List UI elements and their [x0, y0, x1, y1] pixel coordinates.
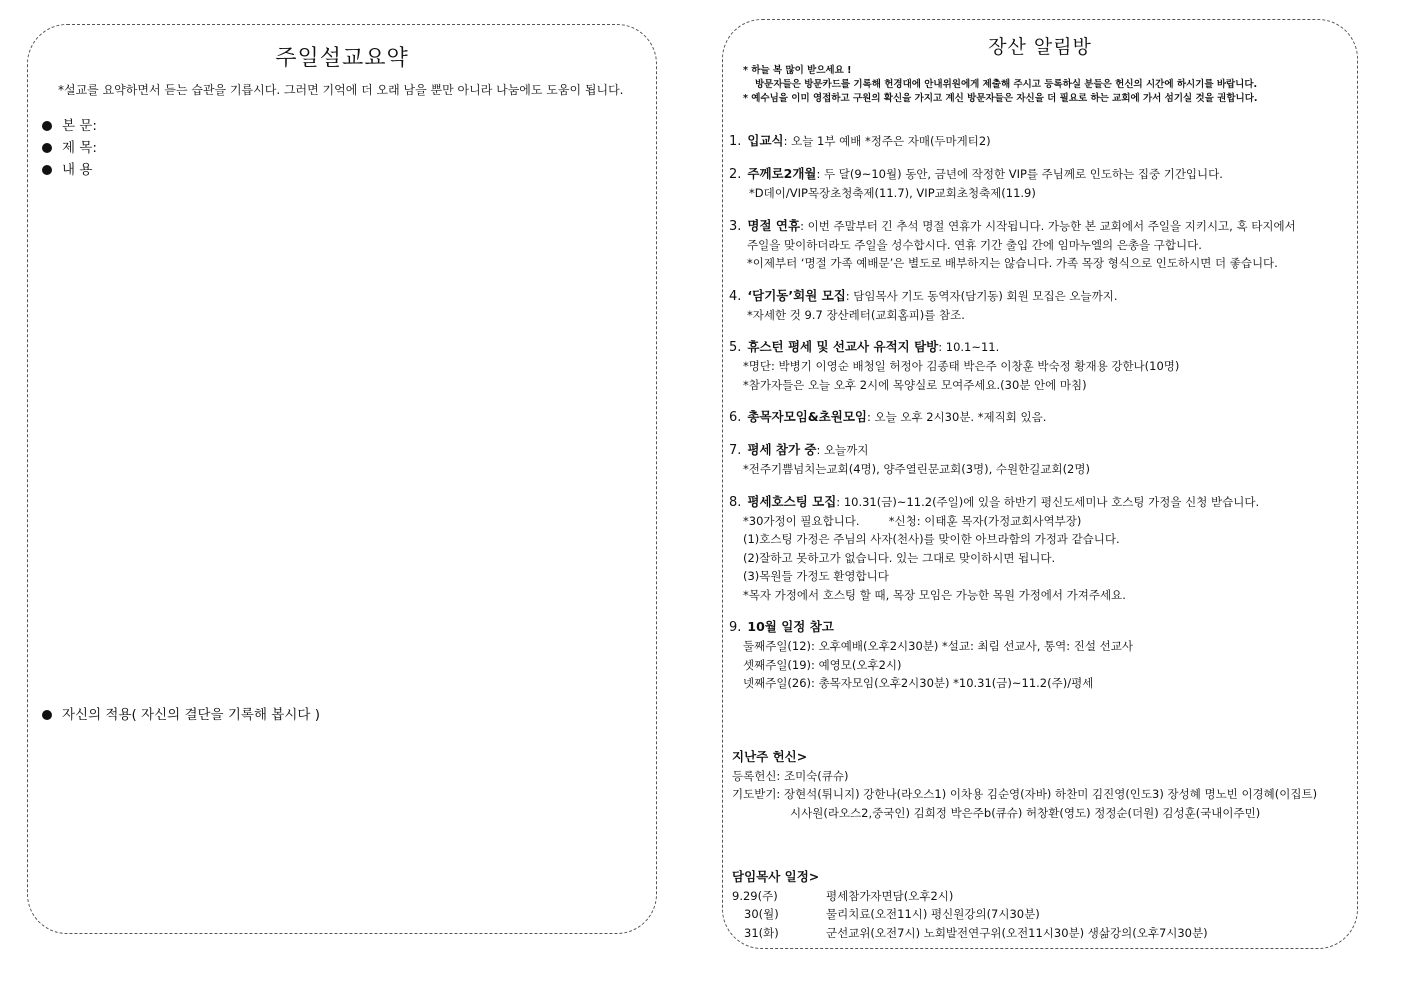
2-text: 넷째주일(26): 총목자모임(오후2시30분) *10.31(금)~11.2(주)/평세 — [743, 676, 1094, 690]
schedule-row — [732, 924, 1208, 943]
0-text: *D데이/VIP목장초청축제(11.7), VIP교회초청축제(11.9) — [749, 186, 1036, 200]
date-text: 31(화) — [744, 925, 779, 940]
0-text: 둘째주일(12): 오후예배(오후2시30분) *설교: 최림 선교사, 통역: 진설 선교사 — [743, 639, 1133, 653]
text-text: : 이번 주말부터 긴 추석 명절 연휴가 시작됩니다. 가능한 본 교회에서 주일을 지키시고, 혹 타지에서 — [800, 218, 1296, 233]
announcement-heading — [729, 338, 1353, 357]
prayer-label-text: 기도받기: — [732, 787, 781, 801]
1-text: 제 목: — [62, 140, 97, 156]
last-week-offering — [732, 748, 1317, 822]
line1-text: * 하늘 복 많이 받으세요 ! — [743, 65, 852, 76]
event-text: 평세참가자면담(오후2시) — [826, 888, 954, 903]
announcement-item — [729, 132, 1353, 151]
num-text: 9. — [729, 620, 742, 635]
announcement-heading — [729, 408, 1353, 427]
field-application — [42, 703, 320, 723]
sermon-summary-panel — [27, 24, 657, 934]
announcement-item — [729, 338, 1353, 394]
label-text: 평세 참가 중 — [747, 442, 817, 457]
num-text: 4. — [729, 288, 742, 304]
text-text: : 담임목사 기도 동역자(담기동) 회원 모집은 오늘까지. — [845, 288, 1118, 303]
1-text: (1)호스팅 가정은 주님의 사자(천사)를 맞이한 아브라함의 가정과 같습니다. — [743, 532, 1120, 546]
field-content — [42, 159, 97, 181]
registered-text: 조미숙(큐슈) — [783, 768, 849, 783]
0-text: 본 문: — [62, 118, 97, 134]
text-text: : 오늘 1부 예배 *정주은 자매(두마게티2) — [783, 134, 991, 148]
announcements-panel — [722, 19, 1358, 949]
text-text: : 10.31(금)~11.2(주일)에 있을 하반기 평신도세미나 호스팅 가정을 신청 받습니다. — [836, 494, 1260, 509]
sermon-summary-title: 주일설교요약 — [275, 46, 409, 71]
announcement-line — [732, 767, 1317, 786]
1-text: *이제부터 ‘명절 가족 예배문’은 별도로 배부하지는 않습니다. 가족 목장 형식으로 인도하시면 더 좋습니다. — [747, 256, 1278, 270]
label-text: 총목자모임&초원모임 — [747, 409, 867, 424]
num-text: 6. — [729, 410, 742, 425]
0-text: *명단: 박병기 이영순 배청일 허정아 김종태 박은주 이창훈 박숙정 황재용 강한나(10명) — [743, 359, 1180, 373]
prayer-line2-text: 시사원(라오스2,중국인) 김희정 박은주b(큐슈) 허창환(영도) 정정순(더원) 김성훈(국내이주민) — [790, 805, 1261, 820]
bullet-icon — [42, 121, 52, 131]
schedule-row — [732, 905, 1208, 924]
heading-text: 담임목사 일정> — [732, 869, 820, 884]
announcement-list — [729, 132, 1353, 707]
announcement-heading — [729, 493, 1353, 512]
announcement-heading — [729, 132, 1353, 151]
0-text: *자세한 것 9.7 장산레터(교회홈피)를 참조. — [747, 307, 965, 322]
text-text: : 10.1~11. — [938, 340, 1000, 354]
event-text: 물리치료(오전11시) 평신원강의(7시30분) — [826, 907, 1040, 921]
text-text: : 오늘까지 — [816, 443, 869, 457]
1-text: 셋째주일(19): 예영모(오후2시) — [743, 657, 902, 672]
num-text: 1. — [729, 134, 742, 149]
label-text: ‘담기동’회원 모집 — [747, 287, 846, 303]
label-text: 명절 연휴 — [747, 217, 801, 233]
0-text: 주일을 맞이하더라도 주일을 성수합시다. 연휴 기간 출입 간에 임마누엘의 은총을 구합니다. — [747, 237, 1202, 252]
num-text: 2. — [729, 167, 742, 182]
announcement-heading — [729, 217, 1353, 236]
visitor-notice — [743, 64, 1257, 106]
announcements-title: 장산 알림방 — [988, 36, 1092, 58]
line3-text: * 예수님을 이미 영접하고 구원의 확신을 가지고 계신 방문자들은 자신을 더 필요로 하는 교회에 가서 섬기실 것을 권합니다. — [743, 93, 1258, 104]
announcement-item — [729, 165, 1353, 203]
bullet-icon — [42, 165, 52, 175]
3-text: (3)목원들 가정도 환영합니다 — [743, 569, 889, 583]
line2-text: 방문자들은 방문카드를 기록해 헌경대에 안내위원에게 제출해 주시고 등록하실 분들은 헌신의 시간에 하시기를 바랍니다. — [755, 79, 1258, 90]
date-text: 9.29(주) — [732, 888, 778, 903]
announcement-item — [729, 217, 1353, 273]
num-text: 8. — [729, 494, 742, 510]
announcement-heading — [729, 441, 1353, 460]
announcement-item — [729, 441, 1353, 479]
sermon-fields — [42, 115, 97, 181]
registered-label-text: 등록헌신: — [732, 768, 781, 783]
field-title — [42, 137, 97, 159]
announcement-item — [729, 408, 1353, 427]
event-text: 군선교위(오전7시) 노회발전연구위(오전11시30분) 생삶강의(오후7시30분) — [826, 925, 1208, 940]
text-text: : 오늘 오후 2시30분. *제직회 있음. — [866, 410, 1047, 424]
announcement-heading — [729, 165, 1353, 184]
1-text: *참가자들은 오늘 오후 2시에 목양실로 모여주세요.(30분 안에 마침) — [743, 377, 1087, 392]
4-text: *목자 가정에서 호스팅 할 때, 목장 모임은 가능한 목원 가정에서 가져주세요. — [743, 587, 1126, 602]
schedule-row — [732, 887, 1208, 906]
bullet-icon — [42, 710, 52, 720]
2-text: 내 용 — [62, 162, 93, 178]
announcement-line — [732, 804, 1317, 823]
label-text: 휴스턴 평세 및 선교사 유적지 탐방 — [747, 339, 939, 354]
num-text: 7. — [729, 443, 742, 458]
prayer-line1-text: 장현석(튀니지) 강한나(라오스1) 이차용 김순영(자바) 하찬미 김진영(인도3) 장성혜 명노빈 이경혜(이집트) — [783, 787, 1318, 801]
announcement-item — [729, 618, 1353, 693]
announcement-item — [729, 493, 1353, 605]
label-text: 주께로2개월 — [747, 166, 817, 181]
bullet-icon — [42, 143, 52, 153]
field-scripture — [42, 115, 97, 137]
label-text: 평세호스팅 모집 — [747, 493, 837, 509]
label-text: 입교식 — [747, 133, 784, 148]
announcement-heading — [729, 618, 1353, 637]
0-text: *30가정이 필요합니다. *신청: 이태훈 목자(가정교회사역부장) — [743, 513, 1082, 528]
pastor-schedule — [732, 868, 1208, 942]
application-text: 자신의 적용( 자신의 결단을 기록해 봅시다 ) — [62, 707, 320, 723]
heading-text: 지난주 헌신> — [732, 749, 808, 764]
num-text: 5. — [729, 340, 742, 355]
announcement-line — [732, 785, 1317, 804]
label-text: 10월 일정 참고 — [747, 619, 834, 634]
date-text: 30(월) — [744, 907, 779, 921]
text-text: : 두 달(9~10월) 동안, 금년에 작정한 VIP를 주님께로 인도하는 집중 기간입니다. — [816, 167, 1223, 181]
num-text: 3. — [729, 218, 742, 234]
sermon-summary-instruction: *설교를 요약하면서 듣는 습관을 기릅시다. 그러면 기억에 더 오래 남을 뿐만 아니라 나눔에도 도움이 됩니다. — [58, 83, 624, 97]
announcement-item — [729, 287, 1353, 325]
0-text: *전주기쁨넘치는교회(4명), 양주열린문교회(3명), 수원한길교회(2명) — [743, 462, 1090, 476]
announcement-heading — [729, 287, 1353, 306]
2-text: (2)잘하고 못하고가 없습니다. 있는 그대로 맞이하시면 됩니다. — [743, 550, 1056, 565]
